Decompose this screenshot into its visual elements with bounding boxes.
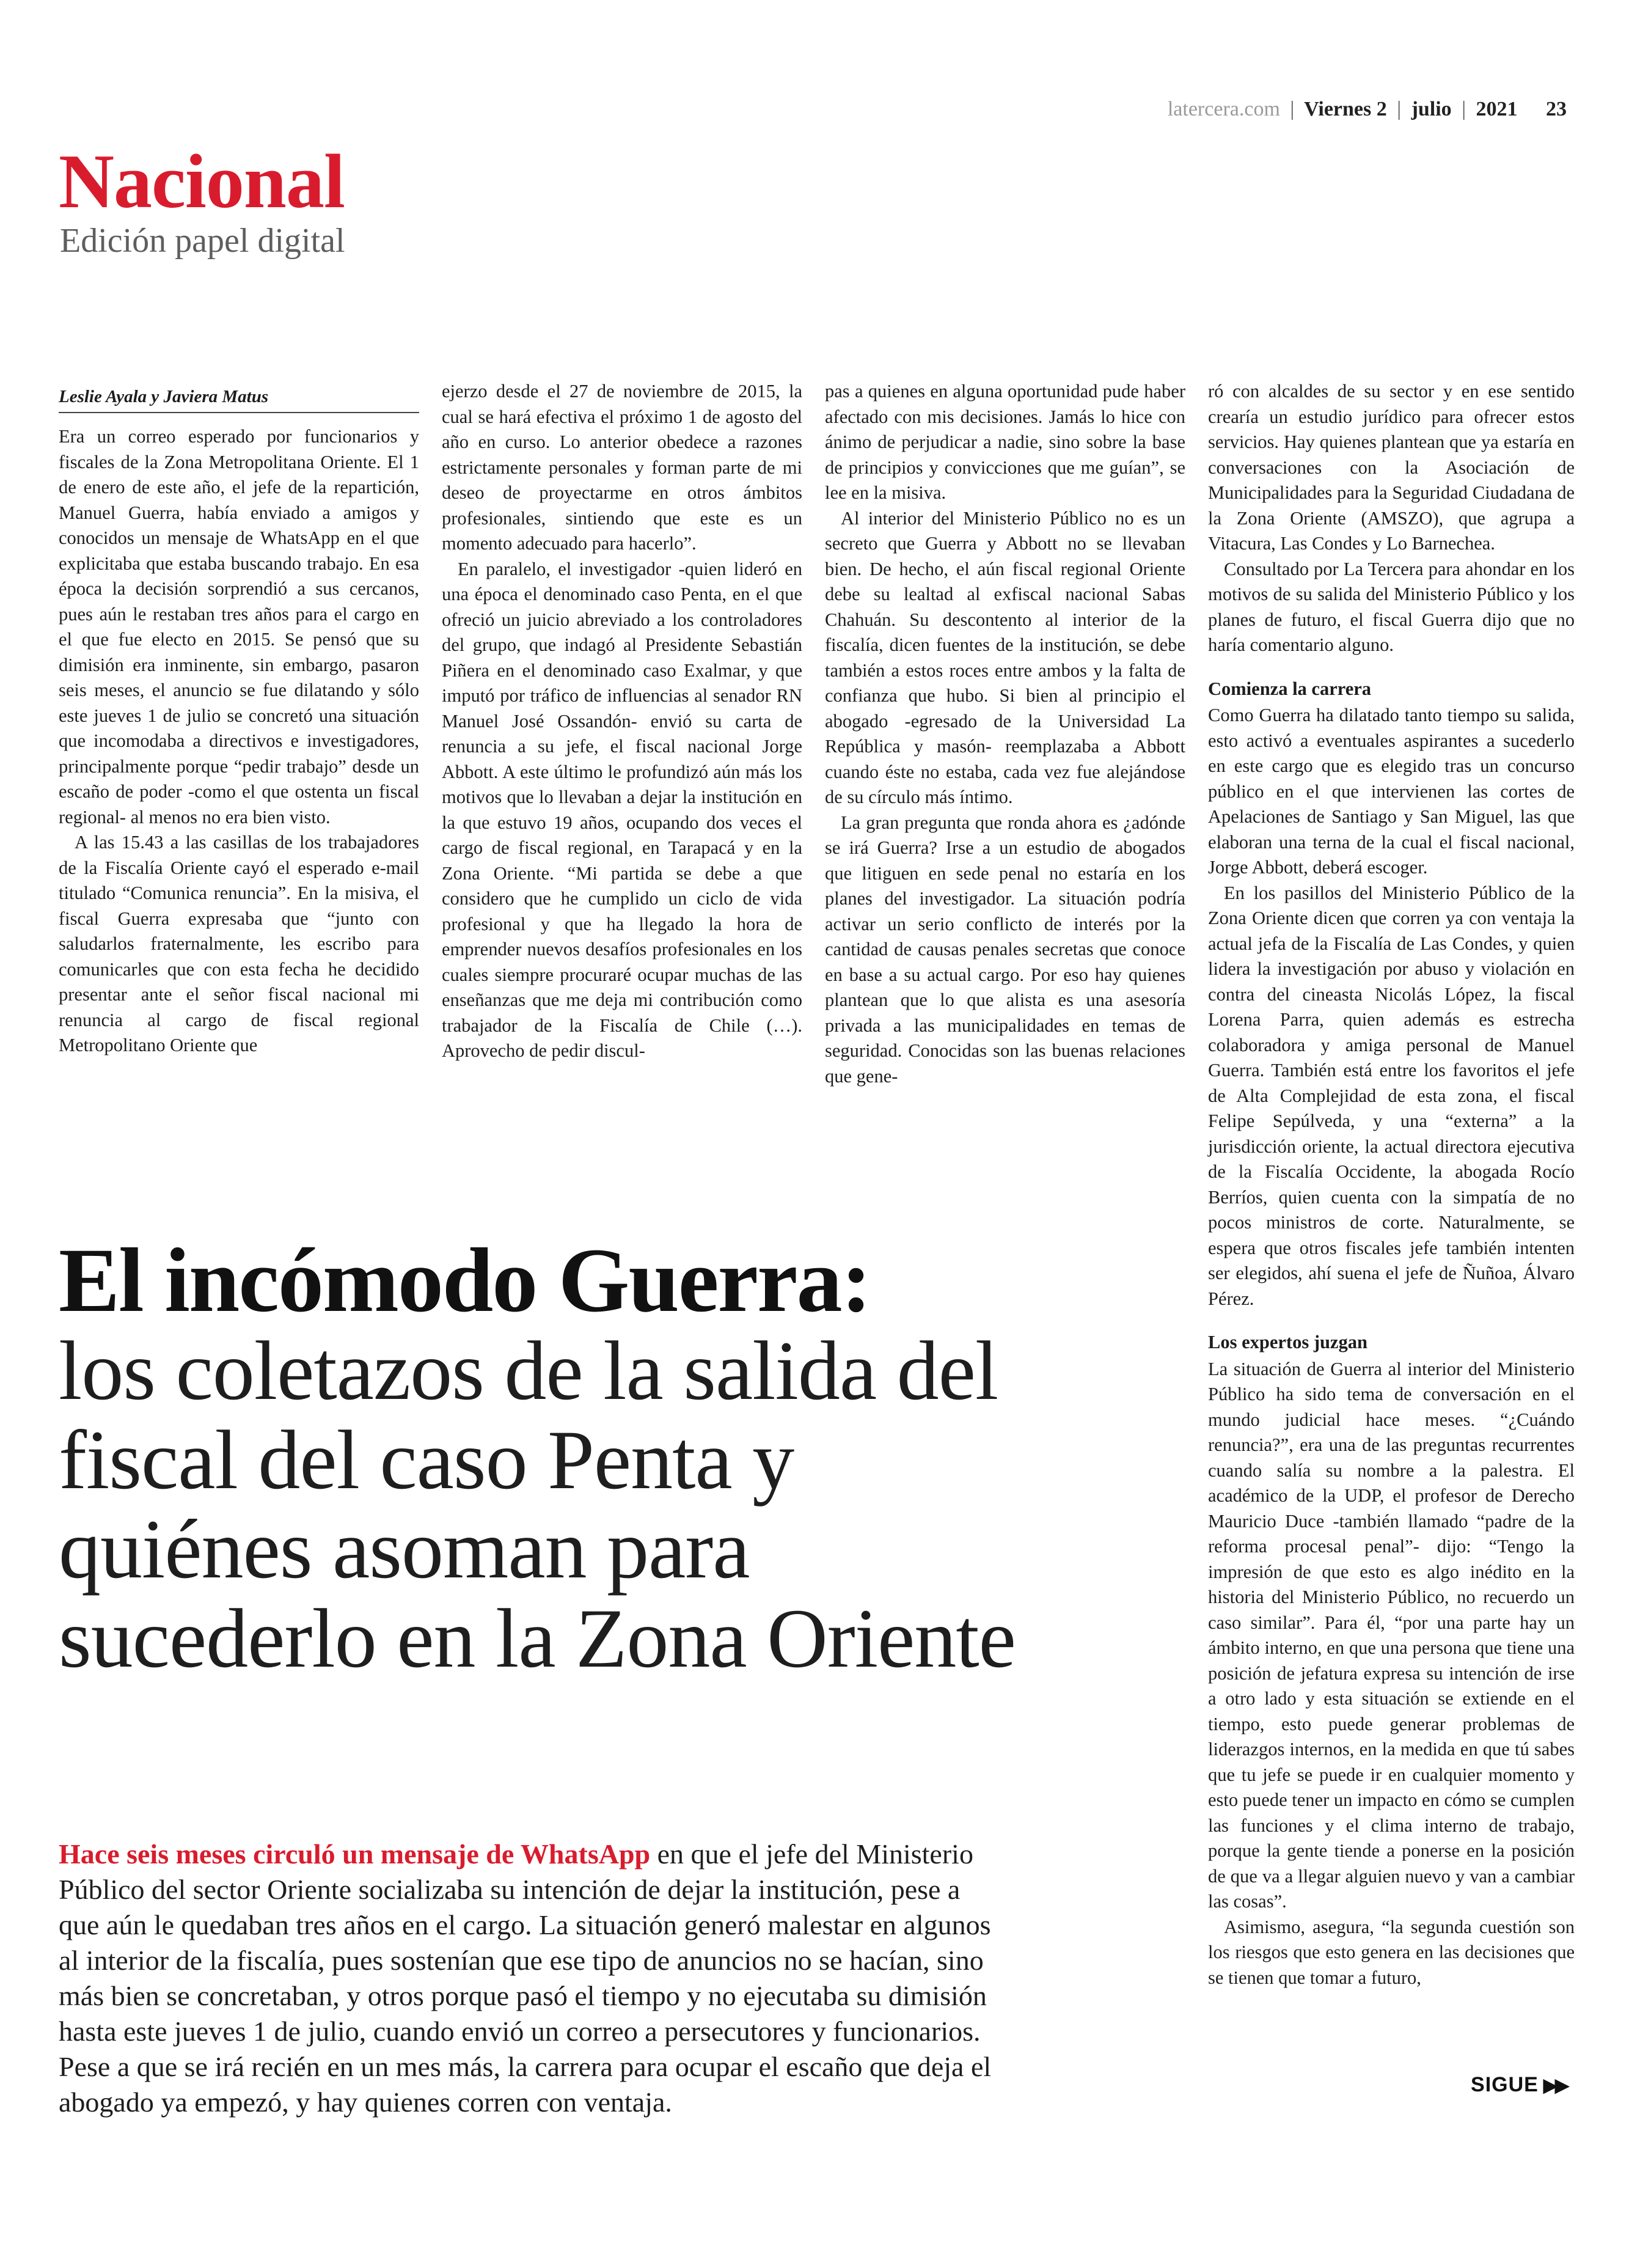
separator: | [1290,98,1295,120]
byline: Leslie Ayala y Javiera Matus [59,385,419,413]
headline-bold: El incómodo Guerra: [59,1230,871,1331]
paragraph: En los pasillos del Ministerio Público de la Zona Oriente dicen que corren ya con ventaja la actual jefa de la Fiscalía de Las Condes, y quien lidera la investigación por abuso y violación en contra del cineasta Nicolás López, la fiscal Lorena Parra, quien además es estrecha colaboradora y amiga personal de Manuel Guerra. También está entre los favoritos el jefe de Alta Complejidad de esta zona, el fiscal Felipe Sepúlveda, y una “externa” a la jurisdicción oriente, la actual directora ejecutiva de la Fiscalía Occidente, la abogada Rocío Berríos, quien cuenta con la simpatía de no pocos ministros de corte. Naturalmente, se espera que otros fiscales jefe también intenten ser elegidos, ahí suena el jefe de Ñuñoa, Álvaro Pérez. [1208,882,1575,1309]
paragraph: Al interior del Ministerio Público no es un secreto que Guerra y Abbott no se llevaban bien. De hecho, el aún fiscal regional Oriente debe su lealtad al exfiscal nacional Sabas Chahuán. Su descontento al interior de la fiscalía, dicen fuentes de la institución, se debe también a estos roces entre ambos y la falta de confianza que hubo. Si bien al principio el abogado -egresado de la Universidad La República y masón- reemplazaba a Abbott cuando éste no estaba, cada vez fue alejándose de su círculo más íntimo. [825,507,1185,807]
article-column-3 [825,379,1185,1089]
lead-body: en que el jefe del Ministerio Público del sector Oriente socializaba su intención de dejar la institución, pese a que aún le quedaban tres años en el cargo. La situación generó malestar en algunos al interior de la fiscalía, pues sostenían que ese tipo de anuncios no se hacían, sino más bien se concretaban, y otros porque pasó el tiempo y no ejecutaba su dimisión hasta este jueves 1 de julio, cuando envió un correo a persecutores y funcionarios. Pese a que se irá recién en un mes más, la carrera para ocupar el escaño que deja el abogado ya empezó, y hay quienes corren con ventaja. [59,1838,992,2118]
paragraph: La gran pregunta que ronda ahora es ¿adónde se irá Guerra? Irse a un estudio de abogados que litiguen en sede penal no estaría en los planes del investigador. La situación podría activar un serio conflicto de interés por la cantidad de causas penales secretas que conoce en base a su actual cargo. Por eso hay quienes plantean que lo que alista es una asesoría privada a las municipalidades en temas de seguridad. Conocidas son las buenas relaciones que gene- [825,812,1185,1087]
subheading: Comienza la carrera [1208,678,1372,699]
continue-label: SIGUE [1471,2073,1539,2096]
separator: | [1397,98,1402,120]
section-subtitle: Edición papel digital [60,222,345,260]
paragraph: ró con alcaldes de su sector y en ese sentido crearía un estudio jurídico para ofrecer estos servicios. Hay quienes plantean que ya estaría en conversaciones con la Asociación de Municipalidades para la Seguridad Ciudadana de la Zona Oriente (AMSZO), que agrupa a Vitacura, Las Condes y Lo Barnechea. [1208,381,1575,554]
page-header [1168,98,1567,121]
lead-highlight: Hace seis meses circuló un mensaje de WhatsApp [59,1838,651,1870]
double-arrow-icon: ▶▶ [1543,2075,1567,2096]
paragraph: A las 15.43 a las casillas de los trabajadores de la Fiscalía Oriente cayó el esperado e-mail titulado “Comunica renuncia”. En la misiva, el fiscal Guerra expresaba que “junto con saludarlos fraternalmente, les escribo para comunicarles que con esta fecha he decidido presentar ante el señor fiscal nacional mi renuncia al cargo de fiscal regional Metropolitano Oriente que [59,832,419,1055]
page-number: 23 [1546,98,1567,120]
continue-indicator[interactable] [1471,2073,1567,2097]
article-column-1 [59,379,419,1059]
headline [59,1230,1036,1685]
separator: | [1462,98,1466,120]
header-month: julio [1411,98,1452,120]
article-column-2 [442,379,802,1064]
article-column-4 [1208,379,1575,1991]
paragraph: En paralelo, el investigador -quien lideró en una época el denominado caso Penta, en el que ofreció un juicio abreviado a los controladores del grupo, que indagó al Presidente Sebastián Piñera en el denominado caso Exalmar, y que imputó por tráfico de influencias al senador RN Manuel José Ossandón- envió su carta de renuncia a su jefe, el fiscal nacional Jorge Abbott. A este último le profundizó aún más los motivos que lo llevaban a dejar la institución en la que estuvo 19 años, ocupando dos veces el cargo de fiscal regional, en Tarapacá y en la Zona Oriente. “Mi partida se debe a que considero que he cumplido un ciclo de vida profesional y que ha llegado la hora de emprender nuevos desafíos profesionales en los cuales siempre procuraré ocupar muchas de las enseñanzas que me deja mi contribución como trabajador de la Fiscalía de Chile (…). Aprovecho de pedir discul- [442,558,802,1061]
paragraph: ejerzo desde el 27 de noviembre de 2015, la cual se hará efectiva el próximo 1 de agosto del año en curso. Lo anterior obedece a razones estrictamente personales y forman parte de mi deseo de proyectarme en otros ámbitos profesionales, sintiendo que este es un momento adecuado para hacerlo”. [442,381,802,554]
header-day: Viernes 2 [1304,98,1387,120]
paragraph: Como Guerra ha dilatado tanto tiempo su salida, esto activó a eventuales aspirantes a sucederlo en este cargo que es elegido tras un concurso público en el que intervienen las cortes de Apelaciones de Santiago y San Miguel, las que elaboran una terna de la cual el fiscal nacional, Jorge Abbott, deberá escoger. [1208,705,1575,878]
site-name[interactable]: latercera.com [1167,98,1280,120]
lead-paragraph [59,1837,1000,2120]
paragraph: Era un correo esperado por funcionarios y fiscales de la Zona Metropolitana Oriente. El 1 de enero de este año, el jefe de la repartición, Manuel Guerra, había enviado a amigos y conocidos un mensaje de WhatsApp en el que explicitaba que estaba buscando trabajo. En esa época la decisión sorprendió a sus cercanos, pues aún le restaban tres años para el cargo en el que fue electo en 2015. Se pensó que su dimisión era inminente, sin embargo, pasaron seis meses, el anuncio se fue dilatando y sólo este jueves 1 de julio se concretó una situación que incomodaba a directivos e investigadores, principalmente porque “pedir trabajo” desde un escaño de poder -como el que ostenta un fiscal regional- al menos no era bien visto. [59,426,419,828]
paragraph: pas a quienes en alguna oportunidad pude haber afectado con mis decisiones. Jamás lo hice con ánimo de perjudicar a nadie, sino sobre la base de principios y convicciones que me guían”, se lee en la misiva. [825,381,1185,503]
paragraph: Consultado por La Tercera para ahondar en los motivos de su salida del Ministerio Público y los planes de futuro, el fiscal Guerra dijo que no haría comentario alguno. [1208,558,1575,655]
header-year: 2021 [1476,98,1518,120]
headline-rest: los coletazos de la salida del fiscal del caso Penta y quiénes asoman para sucederlo en la Zona Oriente [59,1324,1016,1685]
paragraph: Asimismo, asegura, “la segunda cuestión son los riesgos que esto genera en las decisiones que se tienen que tomar a futuro, [1208,1916,1575,1988]
paragraph: La situación de Guerra al interior del Ministerio Público ha sido tema de conversación en el mundo judicial hace meses. “¿Cuándo renuncia?”, era una de las preguntas recurrentes cuando salía su nombre a la palestra. El académico de la UDP, el profesor de Derecho Mauricio Duce -también llamado “padre de la reforma procesal penal”- dijo: “Tengo la impresión de que esto es algo inédito en la historia del Ministerio Público, no recuerdo un caso similar”. Para él, “por una parte hay un ámbito interno, en que una persona que tiene una posición de jefatura expresa su intención de irse a otro lado y esta situación se extiende en el tiempo, esto puede generar problemas de liderazgos internos, en la medida en que tú sabes que tu jefe se puede ir en cualquier momento y esto puede tener un impacto en cómo se cumplen las funciones y el clima interno de trabajo, porque la gente tiende a ponerse en la posición de que va a llegar alguien nuevo y van a cambiar las cosas”. [1208,1358,1575,1912]
subheading: Los expertos juzgan [1208,1332,1367,1352]
section-title: Nacional [59,139,345,224]
